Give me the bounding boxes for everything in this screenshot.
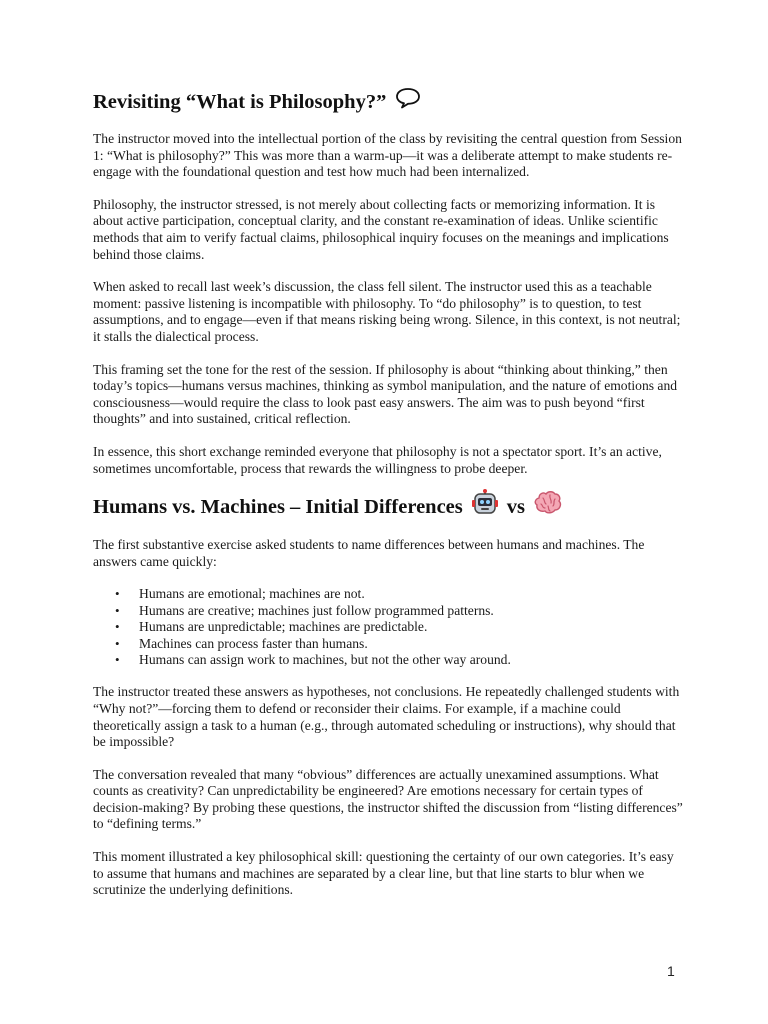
paragraph: The conversation revealed that many “obvious” differences are actually unexamined assumptions. What counts as creativity? Can unpredictability be engineered? Are emotions necessary for certain types of decision-making? By probing these questions, the instructor shifted the discussion from “listing differences” to “defining terms.”	[93, 766, 683, 832]
list-item: • Humans are creative; machines just follow programmed patterns.	[93, 603, 683, 619]
section-heading-philosophy	[93, 86, 683, 118]
section-heading-humans-machines	[93, 489, 683, 525]
paragraph: The first substantive exercise asked students to name differences between humans and machines. The answers came quickly:	[93, 537, 645, 569]
paragraph: This framing set the tone for the rest of the session. If philosophy is about “thinking about thinking,” then today’s topics—humans versus machines, thinking as symbol manipulation, and the nature of emotions and consciousness—would require the class to look past easy answers. The aim was to push beyond “first thoughts” and into sustained, critical reflection.	[93, 361, 678, 427]
paragraph: In essence, this short exchange reminded everyone that philosophy is not a spectator sport. It’s an active, sometimes uncomfortable, process that rewards the willingness to probe deeper.	[93, 443, 662, 476]
list-item: • Humans are unpredictable; machines are predictable.	[93, 619, 683, 635]
page-number: 1	[667, 963, 675, 979]
heading-text: Revisiting “What is Philosophy?”	[93, 91, 387, 113]
paragraph: When asked to recall last week’s discussion, the class fell silent. The instructor used this as a teachable moment: passive listening is incompatible with philosophy. To “do philosophy” is to question, to test assumptions, and to engage—even if that means risking being wrong. Silence, in this context, is not neutral; it stalls the dialectical process.	[93, 279, 681, 344]
paragraph: The instructor moved into the intellectual portion of the class by revisiting the central question from Session 1: “What is philosophy?” This was more than a warm-up—it was a deliberate attempt to make students re-engage with the foundational question and test how much had been internalized.	[93, 131, 682, 180]
speech-bubble-icon	[394, 86, 422, 118]
paragraph: Philosophy, the instructor stressed, is not merely about collecting facts or memorizing information. It is about active participation, conceptual clarity, and the constant re-examination of ideas. Unlike scientific methods that aim to verify factual claims, philosophical inquiry focuses on the meanings and implications behind those claims.	[93, 196, 669, 262]
differences-list	[93, 586, 683, 668]
heading-text: Humans vs. Machines – Initial Differences	[93, 496, 463, 519]
paragraph: The instructor treated these answers as hypotheses, not conclusions. He repeatedly challenged students with “Why not?”—forcing them to defend or reconsider their claims. For example, if a machine could theoretically assign a task to a human (e.g., through automated scheduling or instructions), why should that be impossible?	[93, 684, 680, 750]
list-item: • Humans are emotional; machines are not.	[93, 586, 683, 602]
vs-text: vs	[506, 496, 525, 519]
list-item: • Humans can assign work to machines, but not the other way around.	[93, 652, 683, 668]
document-page	[93, 86, 683, 899]
robot-icon	[471, 489, 499, 525]
list-item: • Machines can process faster than humans.	[93, 636, 683, 652]
brain-icon	[533, 490, 563, 524]
paragraph: This moment illustrated a key philosophical skill: questioning the certainty of our own categories. It’s easy to assume that humans and machines are separated by a clear line, but that line starts to blur when we scrutinize the underlying definitions.	[93, 849, 674, 898]
